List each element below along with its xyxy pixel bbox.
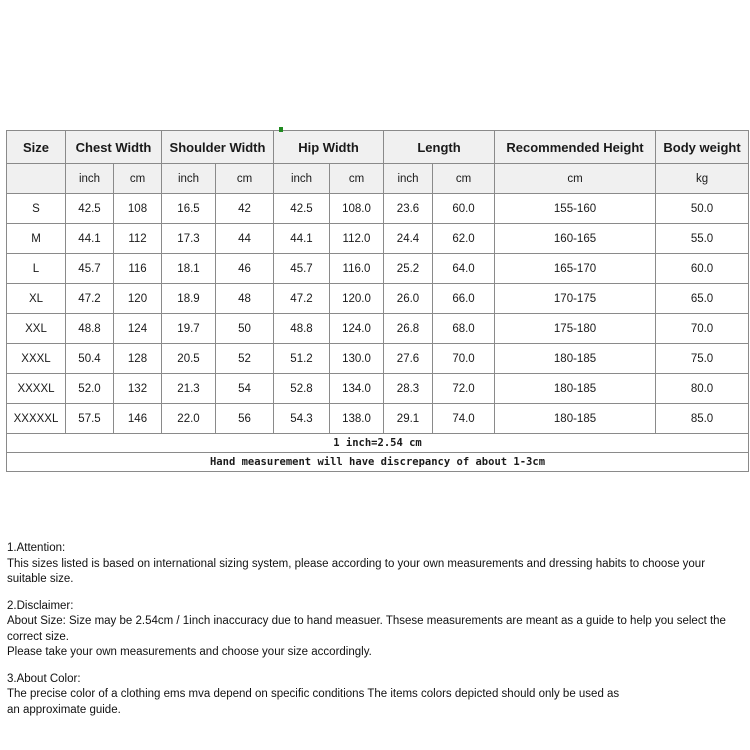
table-cell: 85.0 [656,404,749,434]
table-cell: 124 [114,314,162,344]
table-cell: 26.0 [384,284,433,314]
table-cell: 112 [114,224,162,254]
table-cell: XL [7,284,66,314]
table-cell: 180-185 [495,344,656,374]
unit-cell: inch [66,164,114,194]
table-cell: XXXL [7,344,66,374]
color-body-line2: an approximate guide. [7,703,121,716]
attention-body: This sizes listed is based on international sizing system, please according to your own measurements and dressing habits to choose your suitable size. [7,557,706,585]
table-cell: 52 [216,344,274,374]
table-cell: L [7,254,66,284]
table-cell: 134.0 [330,374,384,404]
table-cell: 116.0 [330,254,384,284]
table-cell: 42.5 [66,194,114,224]
table-row [7,404,749,434]
unit-cell: cm [216,164,274,194]
table-cell: 24.4 [384,224,433,254]
table-cell: 27.6 [384,344,433,374]
table-cell: 46 [216,254,274,284]
table-cell: 62.0 [433,224,495,254]
unit-cell: inch [384,164,433,194]
table-cell: 130.0 [330,344,384,374]
footnote-measurement-discrepancy: Hand measurement will have discrepancy of about 1-3cm [7,453,749,472]
column-header-chest-width: Chest Width [66,131,162,164]
table-footnote-row [7,434,749,453]
table-cell: 60.0 [433,194,495,224]
table-cell: 112.0 [330,224,384,254]
table-row [7,344,749,374]
table-cell: XXL [7,314,66,344]
table-cell: 47.2 [66,284,114,314]
table-cell: 70.0 [656,314,749,344]
column-header-shoulder-width: Shoulder Width [162,131,274,164]
table-cell: 26.8 [384,314,433,344]
table-cell: 57.5 [66,404,114,434]
table-cell: 138.0 [330,404,384,434]
unit-cell: cm [114,164,162,194]
table-cell: 64.0 [433,254,495,284]
table-cell: 52.0 [66,374,114,404]
table-cell: 29.1 [384,404,433,434]
size-chart-table [6,130,749,472]
table-cell: 120 [114,284,162,314]
table-row [7,314,749,344]
table-cell: 17.3 [162,224,216,254]
color-body-line1: The precise color of a clothing ems mva depend on specific conditions The items colors depicted should only be used as [7,688,620,700]
color-note [7,672,747,719]
table-cell: 56 [216,404,274,434]
table-header-row [7,131,749,164]
table-cell: 42.5 [274,194,330,224]
table-cell: 180-185 [495,404,656,434]
table-body [7,194,749,434]
unit-cell: inch [162,164,216,194]
table-footnote-row [7,453,749,472]
unit-cell-empty [7,164,66,194]
table-cell: 54 [216,374,274,404]
table-cell: 55.0 [656,224,749,254]
table-cell: 54.3 [274,404,330,434]
column-header-size: Size [7,131,66,164]
footnote-inch-conversion: 1 inch=2.54 cm [7,434,749,453]
disclaimer-title: 2.Disclaimer: [7,599,74,612]
table-cell: 21.3 [162,374,216,404]
table-cell: 66.0 [433,284,495,314]
table-cell: 155-160 [495,194,656,224]
attention-title: 1.Attention: [7,542,66,554]
unit-cell: inch [274,164,330,194]
table-cell: 116 [114,254,162,284]
table-cell: 50 [216,314,274,344]
table-cell: 146 [114,404,162,434]
table-cell: 72.0 [433,374,495,404]
size-chart-table-container [6,130,748,472]
table-cell: 52.8 [274,374,330,404]
table-cell: 48.8 [66,314,114,344]
table-cell: 23.6 [384,194,433,224]
table-cell: S [7,194,66,224]
table-cell: 165-170 [495,254,656,284]
table-cell: 160-165 [495,224,656,254]
table-cell: 170-175 [495,284,656,314]
table-cell: 18.1 [162,254,216,284]
table-cell: M [7,224,66,254]
table-cell: 48.8 [274,314,330,344]
table-cell: 80.0 [656,374,749,404]
table-row [7,374,749,404]
disclaimer-body-line1: About Size: Size may be 2.54cm / 1inch inaccuracy due to hand measuer. Thsese measurements are meant as a guide to help you select the correct size. [7,615,726,643]
table-row [7,224,749,254]
table-cell: 108 [114,194,162,224]
table-cell: 108.0 [330,194,384,224]
table-cell: 28.3 [384,374,433,404]
table-cell: XXXXXL [7,404,66,434]
table-cell: 124.0 [330,314,384,344]
table-cell: 65.0 [656,284,749,314]
disclaimer-body-line2: Please take your own measurements and choose your size accordingly. [7,646,372,658]
table-cell: 51.2 [274,344,330,374]
table-cell: 50.4 [66,344,114,374]
green-marker-artifact [279,127,283,132]
table-cell: 68.0 [433,314,495,344]
table-cell: 75.0 [656,344,749,374]
table-cell: 42 [216,194,274,224]
column-header-hip-width: Hip Width [274,131,384,164]
table-cell: 16.5 [162,194,216,224]
table-row [7,194,749,224]
table-cell: 19.7 [162,314,216,344]
column-header-recommended-height: Recommended Height [495,131,656,164]
table-row [7,254,749,284]
table-unit-row [7,164,749,194]
table-cell: 44.1 [274,224,330,254]
table-cell: 50.0 [656,194,749,224]
table-cell: 60.0 [656,254,749,284]
table-cell: 44 [216,224,274,254]
table-cell: XXXXL [7,374,66,404]
table-cell: 45.7 [274,254,330,284]
table-cell: 18.9 [162,284,216,314]
table-cell: 20.5 [162,344,216,374]
table-cell: 48 [216,284,274,314]
disclaimer-note [7,599,747,661]
table-cell: 25.2 [384,254,433,284]
table-row [7,284,749,314]
column-header-length: Length [384,131,495,164]
table-cell: 22.0 [162,404,216,434]
notes-section [7,541,747,729]
table-cell: 175-180 [495,314,656,344]
table-cell: 47.2 [274,284,330,314]
table-cell: 70.0 [433,344,495,374]
unit-cell: kg [656,164,749,194]
table-cell: 180-185 [495,374,656,404]
attention-note [7,541,747,588]
table-cell: 132 [114,374,162,404]
table-cell: 74.0 [433,404,495,434]
unit-cell: cm [495,164,656,194]
table-cell: 44.1 [66,224,114,254]
unit-cell: cm [330,164,384,194]
table-cell: 120.0 [330,284,384,314]
column-header-body-weight: Body weight [656,131,749,164]
table-cell: 128 [114,344,162,374]
color-title: 3.About Color: [7,672,81,685]
unit-cell: cm [433,164,495,194]
table-cell: 45.7 [66,254,114,284]
